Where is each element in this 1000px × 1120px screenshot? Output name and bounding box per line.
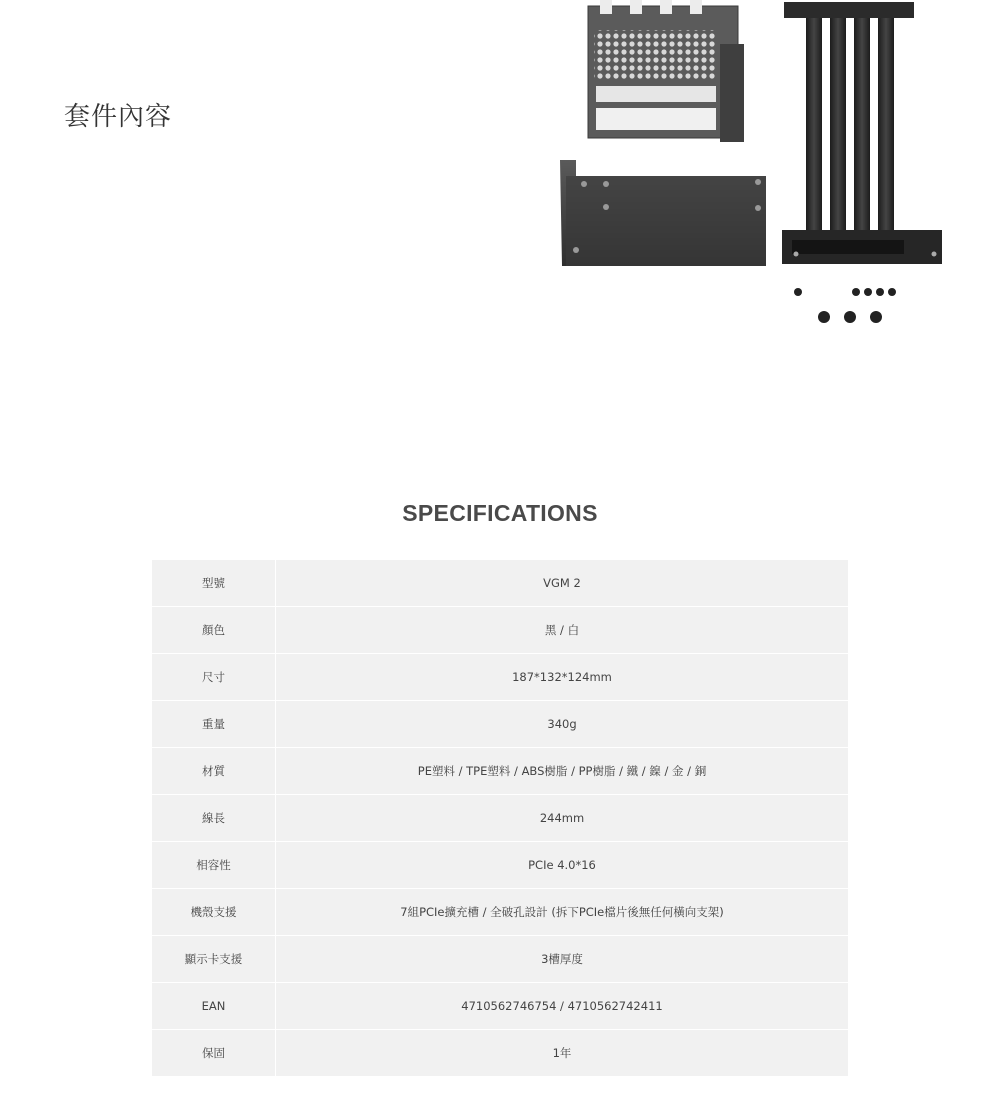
product-image [540,0,960,340]
spec-row [152,842,848,889]
spec-row [152,560,848,607]
spec-label: 材質 [152,748,276,795]
spec-value: 187*132*124mm [276,654,849,701]
spec-label: 尺寸 [152,654,276,701]
slot-cover-plate [560,160,766,266]
spec-value: 244mm [276,795,849,842]
spec-value: 黑 / 白 [276,607,849,654]
spec-value: 3槽厚度 [276,936,849,983]
spec-row [152,983,848,1030]
pcie-riser-cable [782,2,942,264]
spec-row [152,607,848,654]
spec-label: 機殼支援 [152,889,276,936]
spec-label: 型號 [152,560,276,607]
spec-row [152,795,848,842]
spec-value: PCIe 4.0*16 [276,842,849,889]
kit-contents-title: 套件內容 [64,102,173,132]
specifications-table [152,560,848,1076]
spec-label: 線長 [152,795,276,842]
specifications-title: SPECIFICATIONS [402,500,598,526]
spec-row [152,701,848,748]
spec-label: 保固 [152,1030,276,1077]
screws [794,288,896,323]
spec-value: 340g [276,701,849,748]
spec-value: 4710562746754 / 4710562742411 [276,983,849,1030]
spec-label: 相容性 [152,842,276,889]
spec-value: PE塑料 / TPE塑料 / ABS樹脂 / PP樹脂 / 鐵 / 鎳 / 金 / 銅 [276,748,849,795]
spec-label: EAN [152,983,276,1030]
spec-label: 顏色 [152,607,276,654]
spec-row [152,748,848,795]
gpu-bracket [588,0,744,142]
spec-value: 7組PCIe擴充槽 / 全破孔設計 (拆下PCIe檔片後無任何橫向支架) [276,889,849,936]
spec-row [152,889,848,936]
spec-label: 顯示卡支援 [152,936,276,983]
spec-label: 重量 [152,701,276,748]
spec-row [152,936,848,983]
spec-row [152,654,848,701]
spec-row [152,1030,848,1077]
spec-value: 1年 [552,1046,572,1060]
spec-value: VGM 2 [276,560,849,607]
